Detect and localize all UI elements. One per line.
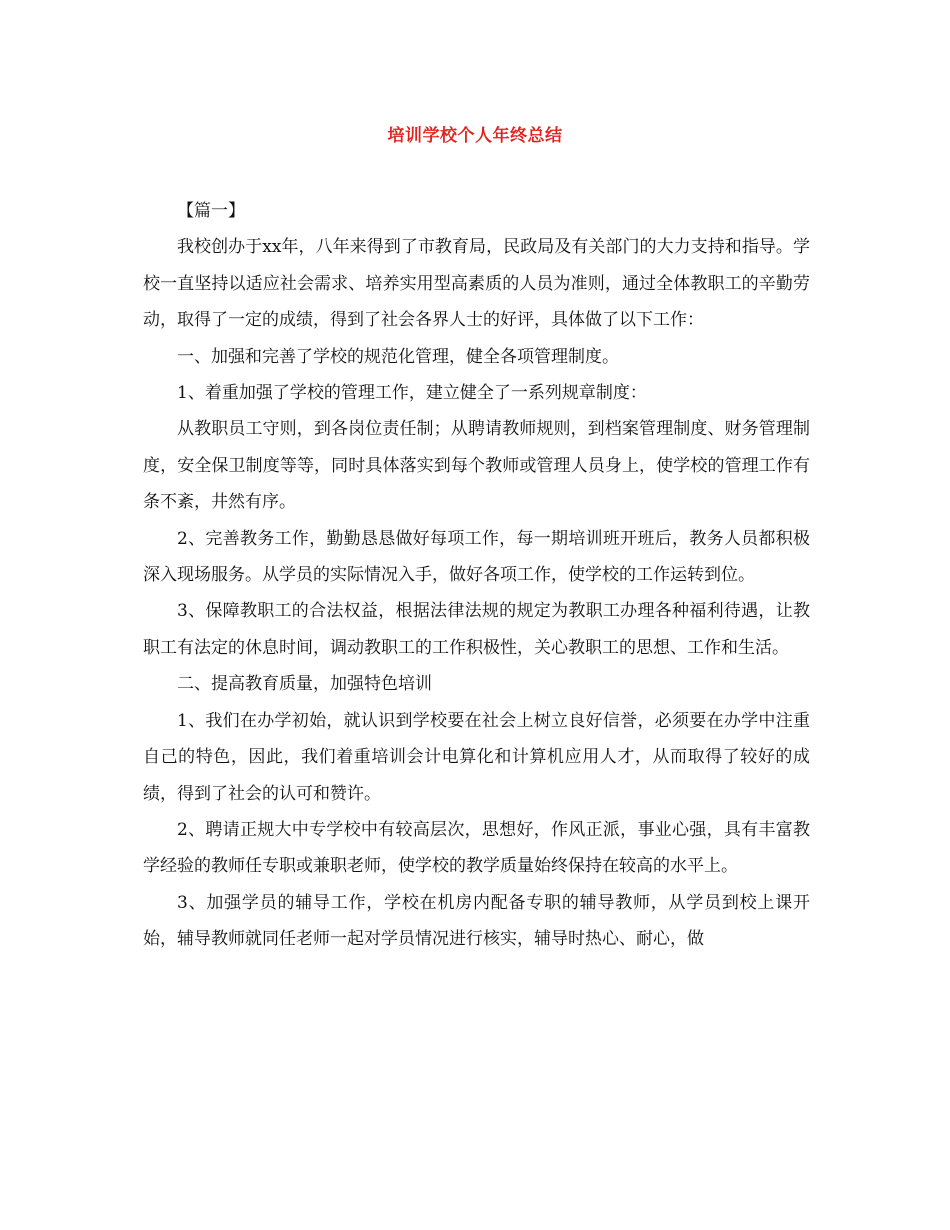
body-paragraph: 我校创办于xx年，八年来得到了市教育局，民政局及有关部门的大力支持和指导。学校一直坚持以适应社会需求、培养实用型高素质的人员为准则，通过全体教职工的辛勤劳动，取得了一定的成绩，得到了社会各界人士的好评，具体做了以下工作：: [143, 237, 810, 331]
body-paragraph: 3、保障教职工的合法权益，根据法律法规的规定为教职工办理各种福利待遇，让教职工有法定的休息时间，调动教职工的工作积极性，关心教职工的思想、工作和生活。: [143, 601, 810, 658]
document-body: [143, 193, 810, 958]
body-paragraph: 2、聘请正规大中专学校中有较高层次，思想好，作风正派，事业心强，具有丰富教学经验的教师任专职或兼职老师，使学校的教学质量始终保持在较高的水平上。: [143, 819, 810, 877]
body-paragraph: 1、我们在办学初始，就认识到学校要在社会上树立良好信誉，必须要在办学中注重自己的特色，因此，我们着重培训会计电算化和计算机应用人才，从而取得了较好的成绩，得到了社会的认可和赞许。: [143, 710, 810, 804]
section-label: 【篇一】: [177, 201, 245, 221]
body-paragraph: 2、完善教务工作，勤勤恳恳做好每项工作，每一期培训班开班后，教务人员都积极深入现场服务。从学员的实际情况入手，做好各项工作，使学校的工作运转到位。: [143, 528, 810, 586]
section-heading: 二、提高教育质量，加强特色培训: [177, 674, 432, 695]
body-paragraph: 1、着重加强了学校的管理工作，建立健全了一系列规章制度：: [177, 383, 647, 404]
body-paragraph: 3、加强学员的辅导工作，学校在机房内配备专职的辅导教师，从学员到校上课开始，辅导教师就同任老师一起对学员情况进行核实，辅导时热心、耐心，做: [143, 892, 810, 950]
document-title: 培训学校个人年终总结: [387, 126, 563, 146]
section-heading: 一、加强和完善了学校的规范化管理，健全各项管理制度。: [177, 346, 619, 367]
body-paragraph: 从教职员工守则，到各岗位责任制；从聘请教师规则，到档案管理制度、财务管理制度，安全保卫制度等等，同时具体落实到每个教师或管理人员身上，使学校的管理工作有条不紊，井然有序。: [143, 419, 810, 513]
